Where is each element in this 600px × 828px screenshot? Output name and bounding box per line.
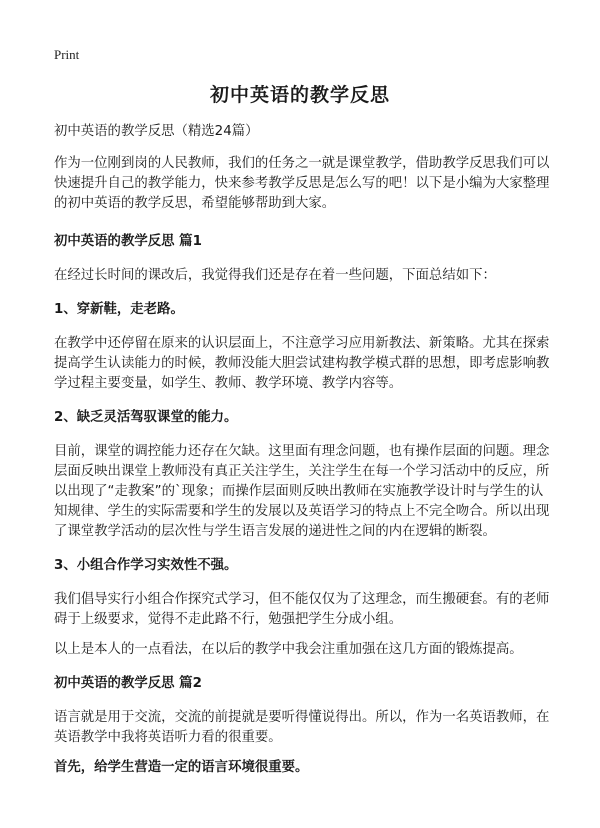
section-heading: 首先，给学生营造一定的语言环境很重要。 [54,760,309,775]
article-body [54,122,552,778]
article-2-paragraph: 语言就是用于交流，交流的前提就是要听得懂说得出。所以，作为一名英语教师，在英语教学中我将英语听力看的很重要。 [54,710,550,745]
article-1-paragraph: 在教学中还停留在原来的认识层面上，不注意学习应用新教法、新策略。尤其在探索提高学生认读能力的时候，教师没能大胆尝试建构教学模式群的思想，即考虑影响教学过程主要变量，如学生、教师、教学环境、教学内容等。 [54,336,550,391]
article-1-heading: 初中英语的教学反思 篇1 [54,234,202,249]
article-1-paragraph: 目前，课堂的调控能力还存在欠缺。这里面有理念问题，也有操作层面的问题。理念层面反映出课堂上教师没有真正关注学生，关注学生在每一个学习活动中的反应，所以出现了“走教案”的`现象；而操作层面则反映出教师在实施教学设计时与学生的认知规律、学生的实际需要和学生的发展以及英语学习的特点上不完全吻合。所以出现了课堂教学活动的层次性与学生语言发展的递进性之间的内在逻辑的断裂。 [54,444,550,539]
document-subtitle: 初中英语的教学反思（精选24篇） [54,124,259,139]
section-heading: 3、小组合作学习实效性不强。 [54,558,238,573]
page-title: 初中英语的教学反思 [209,84,390,106]
article-2-heading: 初中英语的教学反思 篇2 [54,676,202,691]
article-1-paragraph: 以上是本人的一点看法，在以后的教学中我会注重加强在这几方面的锻炼提高。 [54,642,523,657]
article-1-paragraph: 我们倡导实行小组合作探究式学习，但不能仅仅为了这理念，而生搬硬套。有的老师碍于上级要求，觉得不走此路不行，勉强把学生分成小组。 [54,592,550,627]
section-heading: 1、穿新鞋，走老路。 [54,302,184,317]
section-heading: 2、缺乏灵活驾驭课堂的能力。 [54,410,238,425]
intro-paragraph: 作为一位刚到岗的人民教师，我们的任务之一就是课堂教学，借助教学反思我们可以快速提升自己的教学能力，快来参考教学反思是怎么写的吧！以下是小编为大家整理的初中英语的教学反思，希望能够帮助到大家。 [54,156,550,211]
article-1-paragraph: 在经过长时间的课改后，我觉得我们还是存在着一些问题，下面总结如下： [54,268,496,283]
print-link[interactable]: Print [54,47,80,62]
